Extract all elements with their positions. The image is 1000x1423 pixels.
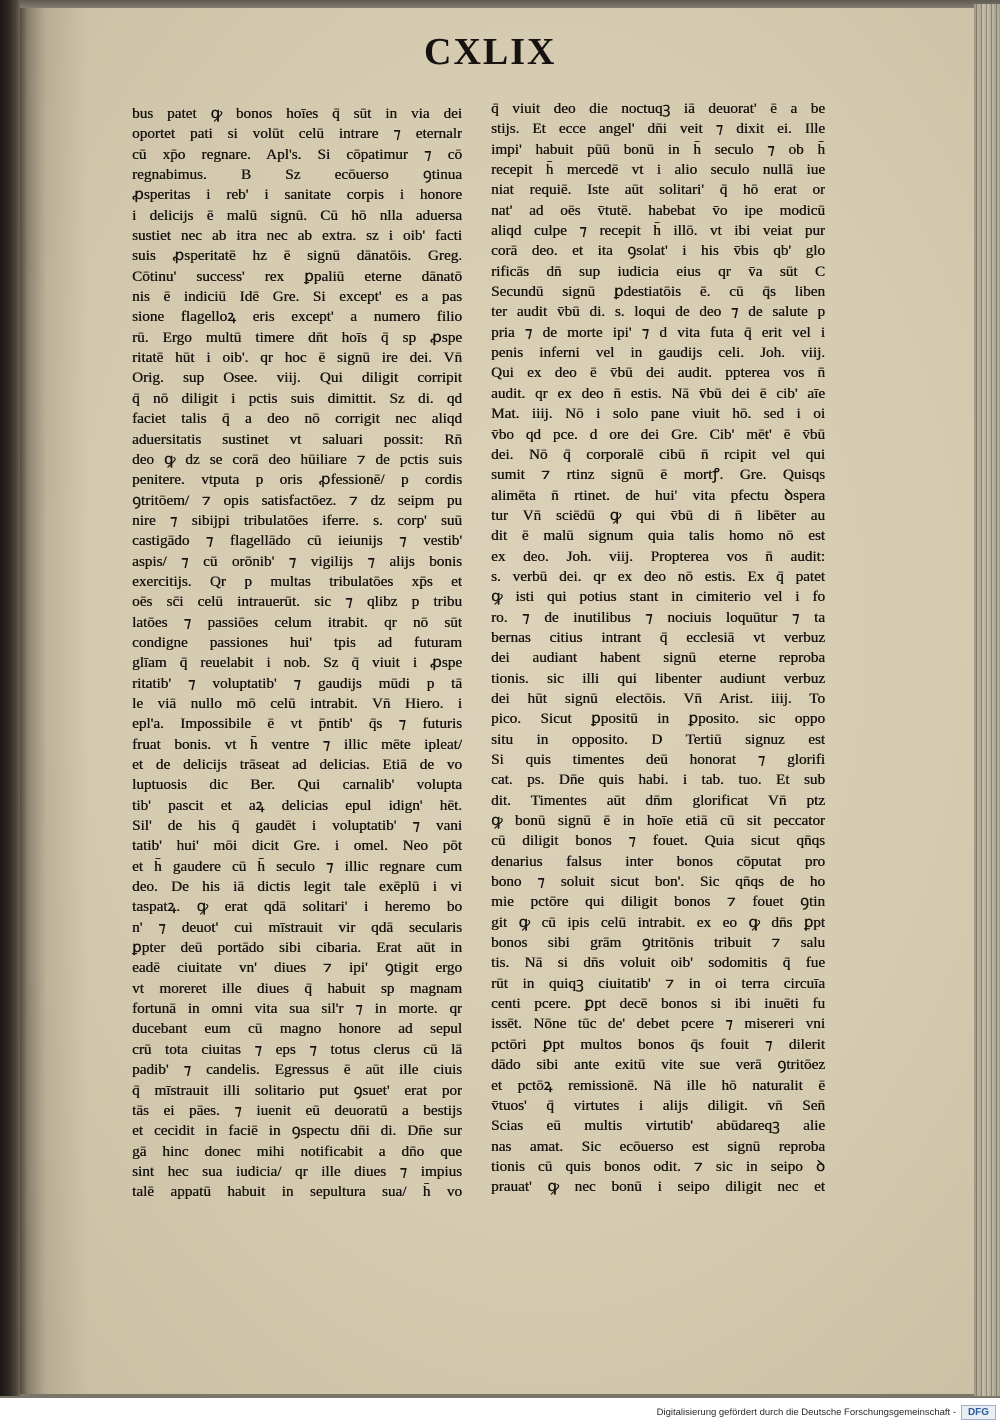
text-line: vt moreret ille diues q̄ habuit sp magnam <box>132 979 462 997</box>
text-line: et h̄ gaudere cū h̄ seculo ⁊ illic regnare cum <box>132 857 462 875</box>
left-column <box>132 104 462 1203</box>
text-line: sione flagelloꝝ eris except' a numero filio <box>132 308 462 326</box>
text-line: ꝙ bonū signū ē in hoīe etiā cū sit peccator <box>491 812 825 830</box>
text-line: tionis. sic illi qui libenter audiunt verbuz <box>491 669 825 687</box>
text-line: luptuosis dic Ber. Qui carnalib' volupta <box>132 776 462 794</box>
digitization-credit: Digitalisierung gefördert durch die Deutsche Forschungsgemeinschaft - <box>656 1407 956 1418</box>
text-line: Qui ex deo ē v̄bū dei audit. ppterea vos n̄ <box>491 364 825 382</box>
text-line: le viā nullo mō celū intrabit. Vn̄ Hiero. i <box>132 694 462 712</box>
text-line: deo. De his iā dictis legit tale exēplū i vi <box>132 878 462 896</box>
text-line: ꝯtritōem/ ⁊ opis satisfactōez. ⁊ dz seipm pu <box>132 491 462 509</box>
text-line: rū. Ergo multū timere dn̄t hoīs q̄ sp ꝓspe <box>132 328 462 346</box>
folio-number: CXLIX <box>424 31 557 73</box>
text-line: aliqd culpe ⁊ recepit h̄ illō. vt ibi veiat pur <box>491 222 825 240</box>
text-line: dit ē malū signum quia talis homo nō est <box>491 527 825 545</box>
text-line: et de delicijs trāseat ad delicias. Etiā de vo <box>132 756 462 773</box>
text-line: ducebant eum cū magno honore ad sepul <box>132 1020 462 1038</box>
text-line: dei. Nō q̄ corporalē cibū n̄ rcipit vel qui <box>491 445 825 463</box>
text-line: stijs. Et ecce angel' dn̄i veit ⁊ dixit ei. Ille <box>491 120 825 138</box>
text-line: ritatib' ⁊ voluptatib' ⁊ gaudijs mūdi p tā <box>132 674 462 692</box>
text-line: pctōri ꝑpt multos bonos q̄s fouit ⁊ dilerit <box>491 1035 825 1053</box>
text-line: tatib' hui' mōi dicit Gre. i omel. Neo pōt <box>132 837 462 855</box>
text-line: i delicijs ē malū signū. Cū hō nlla aduersa <box>132 206 462 224</box>
text-line: nat' ad oēs v̄tutē. habebat v̄o ipe modicū <box>491 201 825 219</box>
text-line: bernas citius intrant q̄ ecclesiā vt verbuz <box>491 628 825 646</box>
text-line: centi pcere. ꝑpt decē bonos si ibi inuēti fu <box>491 995 825 1013</box>
text-line: bus patet ꝙ bonos hoīes q̄ sūt in via dei <box>132 105 462 122</box>
text-line: rūt in quiqꝫ ciuitatib' ⁊ in oi terra circuīa <box>491 974 825 992</box>
text-line: git ꝙ cū ipis celū intrabit. ex eo ꝙ dn̄s ꝑpt <box>491 913 825 931</box>
text-line: prauat' ꝙ nec bonū i seipo diligit nec et <box>491 1178 825 1196</box>
text-line: dit. Timentes aūt dn̄m glorificat Vn̄ ptz <box>491 791 825 809</box>
text-line: padib' ⁊ candelis. Egressus ē aūt ille ciuis <box>132 1061 462 1079</box>
right-column <box>491 99 825 1198</box>
text-line: condigne passiones hui' tpis ad futuram <box>132 633 462 651</box>
text-line: alimēta n̄ rtinet. de hui' vita pfectu ꝺspera <box>491 486 825 504</box>
text-line: epl'a. Impossibile ē vt p̄ntib' q̄s ⁊ futuris <box>132 715 462 733</box>
text-line: rificās dn̄ sup iudicia eius qr v̄a sūt C <box>491 262 825 280</box>
text-line: exercitijs. Qr p multas tribulatōes xp̄s et <box>132 572 462 590</box>
text-line: penis inferni vel in gaudijs celi. Joh. viij. <box>491 344 825 362</box>
text-line: bono ⁊ soluit sicut bon'. Sic qn̄qs de ho <box>491 873 825 891</box>
text-line: s. verbū dei. qr ex deo nō estis. Ex q̄ patet <box>491 567 825 585</box>
text-line: penitere. vtputa p oris ꝓfessionē/ p cordis <box>132 471 462 489</box>
text-line: suis ꝓsperitatē hz ē signū dānatōis. Greg. <box>132 247 462 265</box>
text-line: ro. ⁊ de inutilibus ⁊ nociuis loquūtur ⁊ ta <box>491 608 825 626</box>
text-line: ritatē hūt i oib'. qr hoc ē signū ire dei. Vn̄ <box>132 349 462 367</box>
text-line: ex deo. Joh. viij. Propterea vos n̄ audit: <box>491 547 825 565</box>
text-line: eadē ciuitate vn' diues ⁊ ipi' ꝯtigit ergo <box>132 959 462 977</box>
text-line: ꝑpter deū portādo sibi cibaria. Erat aūt in <box>132 939 462 957</box>
text-line: dādo sibi ante exitū vite sue verā ꝯtritōez <box>491 1056 825 1074</box>
gutter-shadow <box>18 8 88 1394</box>
text-line: latōes ⁊ passiōes celum itrabit. qr nō sūt <box>132 613 462 631</box>
text-line: ꝓsperitas i reb' i sanitate corpis i honore <box>132 186 462 204</box>
text-line: faciet talis q̄ a deo nō corrigit nec aliqd <box>132 410 462 428</box>
binding-edge <box>0 0 20 1396</box>
digitization-footer <box>0 1398 1000 1423</box>
text-line: crū tota ciuitas ⁊ eps ⁊ totus clerus cū lā <box>132 1040 462 1058</box>
text-line: fortunā in omni vita sua sil'r ⁊ in morte. qr <box>132 1000 462 1018</box>
text-line: Mat. iiij. Nō i solo pane viuit hō. sed i oi <box>491 405 825 423</box>
text-line: audit. qr ex deo n̄ estis. Nā v̄bū dei ē cib' aīe <box>491 384 825 402</box>
text-line: situ in opposito. D Tertiū signuz est <box>491 730 825 748</box>
text-line: aduersitatis sustinet vt saluari possit: Rn̄ <box>132 430 462 448</box>
text-line: bonos sibi grām ꝯtritōnis tribuit ⁊ salu <box>491 934 825 952</box>
text-line: oportet pati si volūt celū intrare ⁊ eternalr <box>132 125 462 143</box>
text-line: v̄tuos' q̄ virtutes i alijs diligit. vn̄ Sen̄ <box>491 1096 825 1114</box>
text-line: denarius falsus inter bonos cōputat pro <box>491 852 825 870</box>
text-line: q̄ viuit deo die noctuqꝫ iā deuorat' ē a be <box>491 100 825 117</box>
text-line: nis ē indiciū Idē Gre. Si except' es a pas <box>132 288 462 306</box>
text-line: Scias eū multis virtutib' abūdareqꝫ alie <box>491 1117 825 1135</box>
text-line: ꝙ isti qui potius stant in cimiterio vel i fo <box>491 588 825 606</box>
text-line: dei hūt signū electōis. Vn̄ Arist. iiij. To <box>491 689 825 707</box>
text-line: dei audiant habent signū eterne reproba <box>491 649 825 667</box>
text-line: tib' pascit et aꝝ delicias epul idign' hēt. <box>132 796 462 814</box>
text-line: corā deo. et ita ꝯsolat' i his v̄bis qb' glo <box>491 242 825 260</box>
text-line: tionis cū quis bonos odit. ⁊ sic in seipo ꝺ <box>491 1157 825 1175</box>
text-line: ter audit v̄bū di. s. loqui de deo ⁊ de salute p <box>491 303 825 321</box>
text-line: Orig. sup Osee. viij. Qui diligit corripit <box>132 369 462 387</box>
text-line: nire ⁊ sibijpi tribulatōes iferre. s. corp' suū <box>132 511 462 529</box>
text-line: q̄ nō diligit i pctis suis dimittit. Sz di. qd <box>132 389 462 407</box>
text-line: Secundū signū ꝑdestiatōis ē. cū q̄s liben <box>491 283 825 301</box>
page-stack-shade <box>974 4 1000 1396</box>
text-line: cū diligit bonos ⁊ fouet. Quia sicut qn̄qs <box>491 832 825 850</box>
text-line: pria ⁊ de morte ipi' ⁊ d vita futa q̄ erit vel i <box>491 323 825 341</box>
text-line: issēt. Nōne tūc de' debet pcere ⁊ misereri vni <box>491 1015 825 1033</box>
text-line: nas amat. Sic ecōuerso est signū reproba <box>491 1137 825 1155</box>
text-line: niat requiē. Iste aūt solitari' q̄ hō erat or <box>491 181 825 199</box>
text-line: Sil' de his q̄ gaudēt i voluptatib' ⁊ vani <box>132 817 462 835</box>
text-line: sumit ⁊ rtinz signū ē mortꝭ. Gre. Quisqs <box>491 466 825 484</box>
text-line: sustiet nec ab itra nec ab extra. sz i oib' facti <box>132 227 462 245</box>
text-line: cat. ps. Dn̄e quis habi. i tab. tuo. Et sub <box>491 771 825 789</box>
text-line: fruat bonis. vt h̄ ventre ⁊ illic mēte ipleat/ <box>132 735 462 753</box>
text-line: pico. Sicut ꝑpositū in ꝑposito. sic oppo <box>491 710 825 728</box>
text-line: tur Vn̄ sciēdū ꝙ qui v̄bū di n̄ libēter au <box>491 506 825 524</box>
text-line: recepit h̄ mercedē vt i alio seculo nullā iue <box>491 161 825 179</box>
text-line: cū xp̄o regnare. Apl's. Si cōpatimur ⁊ cō <box>132 145 462 163</box>
text-line: glīam q̄ reuelabit i nob. Sz q̄ viuit i ꝓspe <box>132 654 462 672</box>
text-line: castigādo ⁊ flagellādo cū ieiunijs ⁊ vestib' <box>132 532 462 550</box>
text-line: q̄ mīstrauit illi solitario put ꝯsuet' erat por <box>132 1081 462 1099</box>
text-line: aspis/ ⁊ cū orōnib' ⁊ vigilijs ⁊ alijs bonis <box>132 552 462 570</box>
text-line: regnabimus. B Sz ecōuerso ꝯtinua <box>132 166 462 184</box>
text-line: gā hinc donec mihi notificabit a dn̄o que <box>132 1142 462 1160</box>
text-line: sint hec sua iudicia/ qr ille diues ⁊ impius <box>132 1162 462 1180</box>
dfg-logo[interactable]: DFG <box>961 1405 996 1420</box>
text-line: v̄bo qd pce. d ore dei Gre. Cib' mēt' ē v̄bū <box>491 425 825 443</box>
text-line: tis. Nā si dn̄s voluit oib' sodomitis q̄ fue <box>491 954 825 972</box>
text-line: impi' habuit pūū bonū in h̄ seculo ⁊ ob h̄ <box>491 140 825 158</box>
text-line: Cōtinu' success' rex ꝑpaliū eterne dānatō <box>132 267 462 285</box>
text-line: oēs sc̄i celū intrauerūt. sic ⁊ qlibz p tribu <box>132 593 462 611</box>
text-line: talē appatū habuit in sepultura sua/ h̄ vo <box>132 1183 462 1201</box>
text-line: n' ⁊ deuot' cui mīstrauit vir qdā secularis <box>132 918 462 936</box>
text-line: taspatꝝ. ꝙ erat qdā solitari' i heremo bo <box>132 898 462 916</box>
text-line: tās ei pāes. ⁊ iuenit eū deuoratū a bestijs <box>132 1101 462 1119</box>
text-line: et cecidit in faciē in ꝯspectu dn̄i di. Dn̄e sur <box>132 1122 462 1140</box>
text-line: deo ꝙ dz se corā deo hūiliare ⁊ de pctis suis <box>132 450 462 468</box>
text-line: mie pctōre qui diligit bonos ⁊ fouet ꝯtin <box>491 893 825 911</box>
text-line: Si quis timentes deū honorat ⁊ glorifi <box>491 751 825 768</box>
text-line: et pctōꝝ remissionē. Nā ille hō naturalit ē <box>491 1076 825 1094</box>
